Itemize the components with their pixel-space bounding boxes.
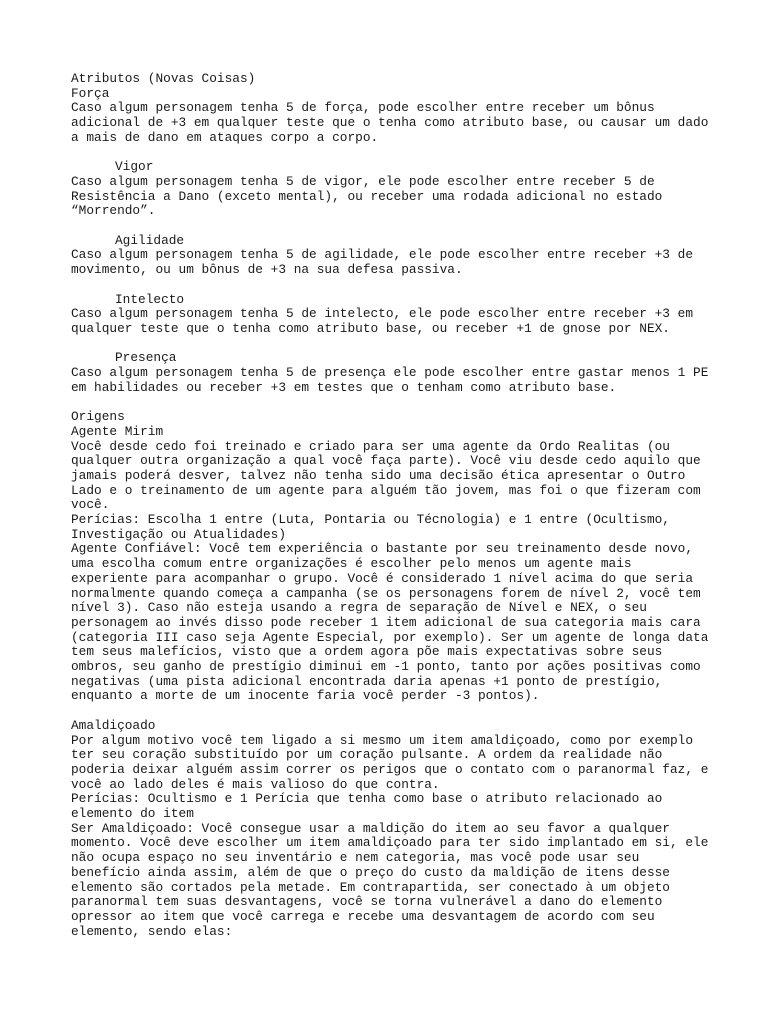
amaldicoado-body: Por algum motivo você tem ligado a si mesmo um item amaldiçoado, como por exemplo ter seu coração substituído por um coração pulsante. A ordem da realidade não poderia deixar alguém assim correr os perigos que o contato com o paranormal faz, e você ao lado deles é mais valioso do que contra.: [71, 732, 717, 792]
presenca-heading: Presença: [115, 350, 177, 366]
agilidade-heading: Agilidade: [115, 232, 185, 248]
vigor-heading: Vigor: [115, 159, 154, 175]
origens-title: Origens: [71, 409, 125, 425]
spacer: [71, 704, 711, 719]
vigor-body: Caso algum personagem tenha 5 de vigor, ele pode escolher entre receber 5 de Resistência a Dano (exceto mental), ou receber uma rodada adicional no estado “Morrendo”.: [71, 173, 670, 219]
spacer: [71, 219, 711, 234]
document-page: [71, 71, 717, 939]
forca-body: Caso algum personagem tenha 5 de força, pode escolher entre receber um bônus adicional de +3 em qualquer teste que o tenha como atributo base, ou causar um dado a mais de dano em ataques corpo a corpo.: [71, 100, 717, 145]
agente-mirim-heading: Agente Mirim: [71, 423, 164, 439]
spacer: [71, 395, 711, 410]
amaldicoado-heading: Amaldiçoado: [71, 717, 156, 733]
agente-mirim-body: Você desde cedo foi treinado e criado para ser uma agente da Ordo Realitas (ou qualquer outra organização a qual você faça parte). Você viu desde cedo aquilo que jamais poderá desver, talvez não tenha sido uma decisão ética apresentar o Outro Lado e o treinamento de um agente para alguém tão jovem, mas foi o que fizeram com você.: [71, 438, 709, 513]
agente-mirim-poder: Agente Confiável: Você tem experiência o bastante por seu treinamento desde novo, uma escolha comum entre organizações é escolher pelo menos um agente mais experiente para acompanhar o grupo. Você é considerado 1 nível acima do que seria normalmente quando começa a campanha (se os personagens forem de nível 2, você tem nível 3). Caso não esteja usando a regra de separação de Nível e NEX, o seu personagem ao invés disso pode receber 1 item adicional de sua categoria mais cara (categoria III caso seja Agente Especial, por exemplo). Ser um agente de longa data tem seus malefícios, visto que a ordem agora põe mais expectativas sobre seus ombros, seu ganho de prestígio diminui em -1 ponto, tanto por ações positivas como negativas (uma pista adicional encontrada daria apenas +1 ponto de prestígio, enquanto a morte de um inocente faria você perder -3 pontos).: [71, 541, 717, 704]
spacer: [71, 278, 711, 293]
amaldicoado-pericias: Perícias: Ocultismo e 1 Perícia que tenha como base o atributo relacionado ao elemento do item: [71, 791, 670, 822]
atributos-title: Atributos (Novas Coisas): [71, 71, 256, 86]
spacer: [71, 146, 711, 161]
spacer: [71, 337, 711, 352]
amaldicoado-poder: Ser Amaldiçoado: Você consegue usar a maldição do item ao seu favor a qualquer momento. Você deve escolher um item amaldiçoado para ter sido implantado em si, ele não ocupa espaço no seu inventário e nem categoria, mas você pode usar seu benefício ainda assim, além de que o preço do custo da maldição de itens desse elemento são cortados pela metade. Em contrapartida, ser conectado à um objeto paranormal tem suas desvantagens, você se torna vulnerável a dano do elemento opressor ao item que você carrega e recebe uma desvantagem de acordo com seu elemento, sendo elas:: [71, 820, 717, 939]
intelecto-heading: Intelecto: [115, 291, 185, 307]
agente-mirim-pericias: Perícias: Escolha 1 entre (Luta, Pontaria ou Técnologia) e 1 entre (Ocultismo, Investigação ou Atualidades): [71, 512, 678, 542]
intelecto-body: Caso algum personagem tenha 5 de intelecto, ele pode escolher entre receber +3 em qualquer teste que o tenha como atributo base, ou receber +1 de gnose por NEX.: [71, 306, 701, 336]
forca-heading: Força: [71, 85, 110, 101]
agilidade-body: Caso algum personagem tenha 5 de agilidade, ele pode escolher entre receber +3 de movimento, ou um bônus de +3 na sua defesa passiva.: [71, 247, 701, 278]
presenca-body: Caso algum personagem tenha 5 de presença ele pode escolher entre gastar menos 1 PE em habilidades ou receber +3 em testes que o tenham como atributo base.: [71, 365, 717, 395]
